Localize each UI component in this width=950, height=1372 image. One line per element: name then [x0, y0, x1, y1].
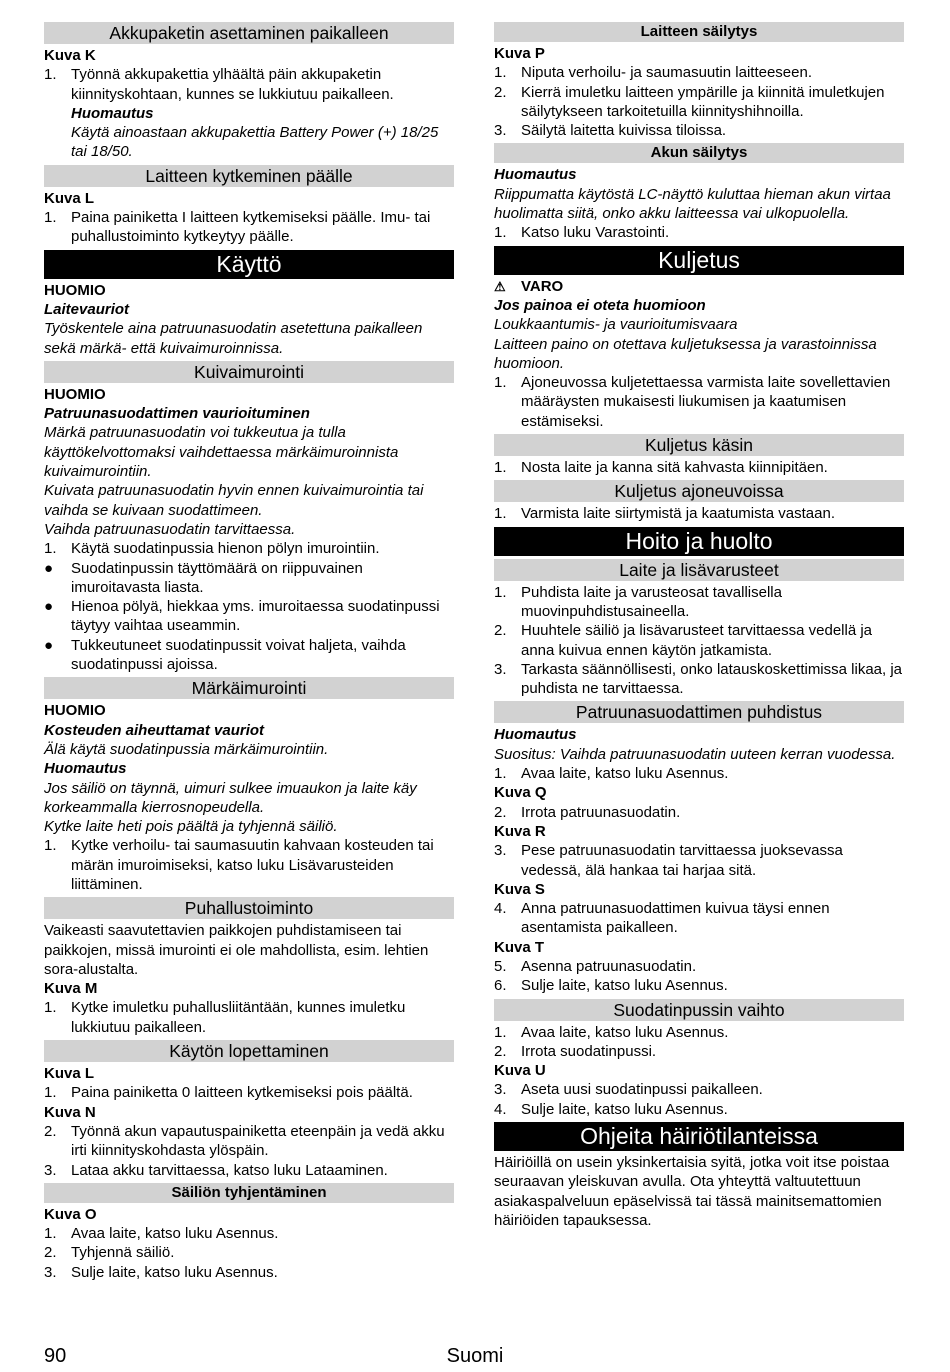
- list-item: [494, 803, 904, 822]
- item-text: Anna patruunasuodattimen kuivua täysi ennen asentamista paikalleen.: [521, 900, 830, 937]
- item-text: Avaa laite, katso luku Asennus.: [521, 765, 729, 783]
- list-item: [494, 458, 904, 477]
- bullet-icon: ●: [44, 559, 54, 577]
- item-text: Varmista laite siirtymistä ja kaatumista vastaan.: [521, 505, 835, 523]
- item-text: Asenna patruunasuodatin.: [521, 957, 697, 975]
- list-item: [494, 621, 904, 660]
- item-text: Paina painiketta 0 laitteen kytkemiseksi pois päältä.: [71, 1084, 413, 1102]
- item-text: Katso luku Varastointi.: [521, 224, 670, 242]
- section-heading: Puhallustoiminto: [44, 897, 454, 919]
- list-item: [494, 660, 904, 699]
- note-text: Käytä ainoastaan akkupakettia Battery Power (+) 18/25 tai 18/50.: [71, 124, 439, 161]
- list-number: 3.: [494, 122, 507, 140]
- list-number: 1.: [44, 66, 57, 84]
- item-text: Hienoa pölyä, hiekkaa yms. imuroitaessa suodatinpussi täytyy vaihtaa useammin.: [71, 598, 440, 635]
- left-column: [44, 19, 454, 1282]
- right-column: [494, 19, 904, 1230]
- figure-reference: Kuva N: [44, 1103, 96, 1121]
- item-text: Työnnä akkupakettia ylhäältä päin akkupaketin kiinnityskohtaan, kunnes se lukkiutuu paikalleen.: [71, 66, 394, 103]
- bullet-item: [44, 597, 454, 636]
- figure-reference: Kuva M: [44, 980, 98, 998]
- list-number: 5.: [494, 957, 507, 975]
- chapter-heading: Ohjeita häiriötilanteissa: [494, 1122, 904, 1151]
- notice-text: Vaihda patruunasuodatin tarvittaessa.: [44, 520, 296, 538]
- subsection-heading: Säiliön tyhjentäminen: [44, 1183, 454, 1203]
- list-number: 2.: [494, 803, 507, 821]
- list-item: [44, 1243, 454, 1262]
- list-number: 1.: [44, 1225, 57, 1243]
- item-text: Tyhjennä säiliö.: [71, 1244, 175, 1262]
- section-heading: Kuljetus ajoneuvoissa: [494, 480, 904, 502]
- page-number: 90: [44, 1345, 67, 1367]
- list-item: [494, 1023, 904, 1042]
- figure-reference: Kuva S: [494, 880, 545, 898]
- item-text: Nosta laite ja kanna sitä kahvasta kiinnipitäen.: [521, 459, 828, 477]
- notice-text: Jos säiliö on täynnä, uimuri sulkee imuaukon ja laite käy korkeammalla kierrosnopeudella.: [44, 779, 417, 816]
- list-item: [44, 1224, 454, 1243]
- item-text: Puhdista laite ja varusteosat tavallisella muovinpuhdistusaineella.: [521, 583, 782, 620]
- list-number: 1.: [494, 459, 507, 477]
- notice-title: Huomautus: [44, 760, 127, 778]
- list-number: 4.: [494, 900, 507, 918]
- list-number: 3.: [44, 1161, 57, 1179]
- item-text: Ajoneuvossa kuljetettaessa varmista laite sovellettavien määräysten mukaisesti liukumisen ja kaatumisen estämiseksi.: [521, 374, 891, 430]
- figure-reference: Kuva L: [44, 189, 95, 207]
- list-item: [44, 1263, 454, 1282]
- figure-reference: Kuva Q: [494, 784, 547, 802]
- notice-title: Laitevauriot: [44, 300, 130, 318]
- notice-label: HUOMIO: [44, 385, 106, 403]
- list-number: 2.: [494, 83, 507, 101]
- list-item: [494, 504, 904, 523]
- list-item: [494, 83, 904, 122]
- subsection-heading: Laitteen säilytys: [494, 22, 904, 42]
- warning-label: [494, 277, 904, 296]
- section-heading: Laite ja lisävarusteet: [494, 559, 904, 581]
- item-text: Lataa akku tarvittaessa, katso luku Lataaminen.: [71, 1161, 388, 1179]
- list-number: 2.: [494, 1042, 507, 1060]
- note-title: Huomautus: [71, 104, 154, 122]
- list-number: 3.: [494, 842, 507, 860]
- item-text: Työnnä akun vapautuspainiketta eteenpäin ja vedä akku irti kiinnityskohdasta ylöspäin.: [71, 1122, 445, 1160]
- section-heading: Kuivaimurointi: [44, 361, 454, 383]
- notice-text: Märkä patruunasuodatin voi tukkeutua ja tulla käyttökelvottomaksi vaihdettaessa märkäimuroinnista kuivaimurointiin.: [44, 424, 399, 481]
- list-item: [44, 836, 454, 894]
- figure-reference: Kuva L: [44, 1065, 95, 1083]
- warning-icon: ⚠: [494, 278, 506, 294]
- item-text: Sulje laite, katso luku Asennus.: [71, 1263, 278, 1281]
- notice-title: Kosteuden aiheuttamat vauriot: [44, 721, 265, 739]
- notice-title: Huomautus: [494, 166, 577, 184]
- figure-reference: Kuva U: [494, 1062, 546, 1080]
- item-text: Kierrä imuletku laitteen ympärille ja kiinnitä imuletkujen säilytykseen tarkoitetuilla kiinnityshihnoilla.: [521, 83, 885, 120]
- notice-label: HUOMIO: [44, 281, 106, 299]
- item-text: Pese patruunasuodatin tarvittaessa juoksevassa vedessä, älä hankaa tai harjaa sitä.: [521, 842, 843, 879]
- item-text: Huuhtele säiliö ja lisävarusteet tarvittaessa vedellä ja anna kuivua ennen käytön jatkamista.: [521, 622, 873, 659]
- item-text: Paina painiketta I laitteen kytkemiseksi päälle. Imu- tai puhallustoiminto kytkeytyy päälle.: [71, 209, 431, 246]
- notice-text: Kytke laite heti pois päältä ja tyhjennä säiliö.: [44, 818, 338, 836]
- list-number: 1.: [494, 1023, 507, 1041]
- bullet-icon: ●: [44, 598, 54, 616]
- item-text: Irrota patruunasuodatin.: [521, 803, 681, 821]
- list-item: [494, 1080, 904, 1099]
- notice-label: HUOMIO: [44, 702, 106, 720]
- list-item: [494, 373, 904, 431]
- figure-reference: Kuva R: [494, 822, 546, 840]
- list-number: 2.: [44, 1244, 57, 1262]
- list-number: 2.: [494, 622, 507, 640]
- item-text: Säilytä laitetta kuivissa tiloissa.: [521, 122, 727, 140]
- list-item: [44, 208, 454, 247]
- notice-text: Loukkaantumis- ja vaurioitumisvaara: [494, 316, 738, 334]
- section-heading: Suodatinpussin vaihto: [494, 999, 904, 1021]
- list-item: [494, 583, 904, 622]
- list-number: 1.: [494, 374, 507, 392]
- bullet-item: [44, 559, 454, 598]
- list-item: [44, 65, 454, 104]
- item-text: Kytke imuletku puhallusliitäntään, kunnes imuletku lukkiutuu paikalleen.: [71, 999, 406, 1036]
- item-text: Suodatinpussin täyttömäärä on riippuvainen imuroitavasta liasta.: [71, 559, 363, 596]
- item-text: Aseta uusi suodatinpussi paikalleen.: [521, 1081, 763, 1099]
- notice-title: Huomautus: [494, 726, 577, 744]
- list-item: [494, 841, 904, 880]
- list-item: [494, 121, 904, 140]
- list-item: [494, 899, 904, 938]
- footer-language: Suomi: [446, 1345, 504, 1367]
- item-text: Avaa laite, katso luku Asennus.: [71, 1225, 279, 1243]
- item-text: Kytke verhoilu- tai saumasuutin kahvaan kosteuden tai märän imuroimiseksi, katso luku Lisävarusteiden liittäminen.: [71, 837, 434, 893]
- subsection-heading: Akun säilytys: [494, 143, 904, 163]
- list-item: [494, 1100, 904, 1119]
- paragraph: Vaikeasti saavutettavien paikkojen puhdistamiseen tai paikkojen, missä imurointi ei ole mahdollista, esim. lehtien sora-alustalta.: [44, 922, 429, 978]
- list-number: 1.: [44, 999, 57, 1017]
- list-number: 3.: [494, 660, 507, 678]
- bullet-item: [44, 636, 454, 675]
- figure-reference: Kuva O: [44, 1205, 97, 1223]
- list-item: [44, 1083, 454, 1102]
- item-text: Irrota suodatinpussi.: [521, 1042, 657, 1060]
- list-number: 1.: [494, 505, 507, 523]
- notice-text: Laitteen paino on otettava kuljetuksessa ja varastoinnissa huomioon.: [494, 335, 877, 372]
- list-number: 1.: [494, 64, 507, 82]
- figure-reference: Kuva K: [44, 47, 96, 64]
- list-item: [494, 223, 904, 242]
- item-text: Avaa laite, katso luku Asennus.: [521, 1023, 729, 1041]
- item-text: VARO: [521, 277, 564, 295]
- figure-reference: Kuva P: [494, 45, 545, 62]
- notice-text: Suositus: Vaihda patruunasuodatin uuteen kerran vuodessa.: [494, 745, 896, 763]
- bullet-icon: ●: [44, 636, 54, 654]
- item-text: Sulje laite, katso luku Asennus.: [521, 977, 728, 995]
- item-text: Käytä suodatinpussia hienon pölyn imurointiin.: [71, 540, 380, 558]
- list-item: [494, 764, 904, 783]
- notice-title: Jos painoa ei oteta huomioon: [494, 296, 706, 314]
- notice-text: Älä käytä suodatinpussia märkäimurointiin.: [44, 740, 329, 758]
- list-number: 1.: [44, 540, 57, 558]
- list-item: [494, 1042, 904, 1061]
- notice-text: Työskentele aina patruunasuodatin asetettuna paikalleen sekä märkä- että kuivaimuroinnissa.: [44, 320, 423, 357]
- chapter-heading: Kuljetus: [494, 246, 904, 275]
- list-number: 3.: [44, 1263, 57, 1281]
- section-heading: Kuljetus käsin: [494, 434, 904, 456]
- section-heading: Akkupaketin asettaminen paikalleen: [44, 22, 454, 44]
- list-number: 1.: [44, 1084, 57, 1102]
- notice-title: Patruunasuodattimen vaurioituminen: [44, 405, 310, 423]
- list-number: 4.: [494, 1100, 507, 1118]
- item-text: Sulje laite, katso luku Asennus.: [521, 1100, 728, 1118]
- notice-text: Kuivata patruunasuodatin hyvin ennen kuivaimurointia tai vaihda se kuivaan suodattimeen.: [44, 482, 424, 519]
- item-text: Niputa verhoilu- ja saumasuutin laitteeseen.: [521, 64, 812, 82]
- chapter-heading: Käyttö: [44, 250, 454, 279]
- section-heading: Märkäimurointi: [44, 677, 454, 699]
- list-number: 2.: [44, 1122, 57, 1140]
- list-number: 1.: [494, 224, 507, 242]
- paragraph: Häiriöillä on usein yksinkertaisia syitä, jotka voit itse poistaa seuraavan yleiskuvan avulla. Ota yhteyttä valtuutettuun asiakaspalveluun epäselvissä tai tässä mainitsemattomien häiriöiden tapauksessa.: [494, 1154, 890, 1229]
- list-item: [44, 539, 454, 558]
- list-number: 1.: [494, 583, 507, 601]
- list-item: [44, 1161, 454, 1180]
- chapter-heading: Hoito ja huolto: [494, 527, 904, 556]
- item-text: Tukkeutuneet suodatinpussit voivat haljeta, vaihda suodatinpussi ajoissa.: [71, 636, 406, 674]
- section-heading: Käytön lopettaminen: [44, 1040, 454, 1062]
- list-number: 1.: [494, 765, 507, 783]
- list-item: [44, 1122, 454, 1161]
- list-item: [44, 998, 454, 1037]
- list-number: 3.: [494, 1081, 507, 1099]
- item-text: Tarkasta säännöllisesti, onko latauskoskettimissa likaa, ja puhdista ne tarvittaessa.: [521, 660, 903, 698]
- figure-reference: Kuva T: [494, 938, 545, 956]
- list-number: 1.: [44, 209, 57, 227]
- list-item: [494, 976, 904, 995]
- section-heading: Laitteen kytkeminen päälle: [44, 165, 454, 187]
- list-number: 1.: [44, 837, 57, 855]
- list-item: [494, 63, 904, 82]
- list-number: 6.: [494, 977, 507, 995]
- notice-text: Riippumatta käytöstä LC-näyttö kuluttaa hieman akun virtaa huolimatta siitä, onko akku laitteessa vai ulkopuolella.: [494, 185, 891, 223]
- section-heading: Patruunasuodattimen puhdistus: [494, 701, 904, 723]
- list-item: [494, 957, 904, 976]
